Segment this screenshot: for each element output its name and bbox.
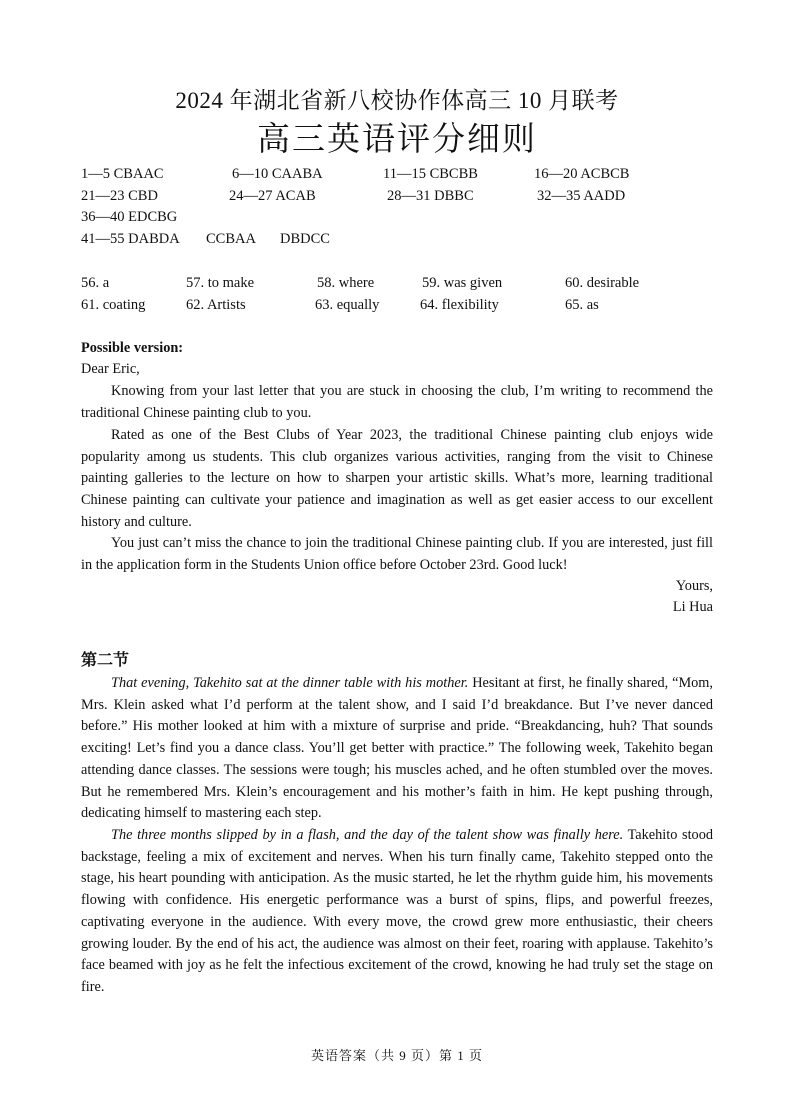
answer-group: 11—15 CBCBB [383,166,478,182]
answer-group: 16—20 ACBCB [534,166,630,182]
story-body: Hesitant at first, he finally shared, “Mom, Mrs. Klein asked what I’d perform at the talent show, and I said I’d breakdance. But I’ve never danced before.” His mother looked at him with a mixture of surprise and pride. “Breakdancing, huh? That sounds exciting! Let’s find you a dance class. You’ll get better with practice.” The following week, Takehito began attending dance classes. The sessions were tough; his muscles ached, and he often stumbled over the moves. But he remembered Mrs. Klein’s encouragement and his mother’s faith in him. He kept pushing through, dedicating himself to mastering each step. [81,675,713,822]
letter-signature: Li Hua [672,599,713,615]
fill-answer: 57. to make [186,275,255,291]
fill-answer: 64. flexibility [420,297,499,313]
letter-salutation: Dear Eric, [81,361,140,377]
answer-group: 32—35 AADD [537,188,626,204]
answer-group: 36—40 EDCBG [81,209,178,225]
answer-group: 24—27 ACAB [229,188,316,204]
fill-answer: 56. a [81,275,110,291]
answer-group: 41—55 DABDA [81,231,180,247]
story-body: Takehito stood backstage, feeling a mix of excitement and nerves. When his turn finally came, Takehito stepped onto the stage, his heart pounding with anticipation. As the music started, he let the rhythm guide him, his movements flowing with confidence. His energetic performance was a burst of spins, flips, and powerful freezes, captivating everyone in the audience. With every move, the crowd grew more enthusiastic, their cheers growing louder. By the end of his act, the audience was almost on their feet, roaring with applause. Takehito’s face beamed with joy as he felt the infectious excitement of the crowd, knowing he had truly set the stage on fire. [81,827,713,995]
answer-group: 28—31 DBBC [387,188,474,204]
answer-group: DBDCC [280,231,330,247]
fill-answer: 59. was given [422,275,503,291]
fill-answer: 62. Artists [186,297,246,313]
fill-answer: 63. equally [315,297,380,313]
story-paragraph [81,825,713,999]
letter-closing: Yours, [675,578,713,594]
page-footer: 英语答案（共 9 页）第 1 页 [310,1048,483,1063]
fill-answer: 58. where [317,275,375,291]
answer-group: 6—10 CAABA [232,166,323,182]
exam-title: 2024 年湖北省新八校协作体高三 10 月联考 [175,88,619,113]
story-paragraph [81,673,713,825]
fill-answer: 61. coating [81,297,146,313]
story-lead-sentence: That evening, Takehito sat at the dinner table with his mother. [111,675,469,691]
section-heading: 第二节 [81,650,130,669]
page-title: 高三英语评分细则 [257,122,537,158]
letter-paragraph: Knowing from your last letter that you are stuck in choosing the club, I’m writing to recommend the traditional Chinese painting club to you. [81,383,713,421]
letter-paragraph: You just can’t miss the chance to join the traditional Chinese painting club. If you are interested, just fill in the application form in the Students Union office before October 23rd. Good luck! [81,535,713,573]
answer-group: CCBAA [206,231,256,247]
fill-answer: 60. desirable [565,275,640,291]
answer-group: 21—23 CBD [81,188,158,204]
fill-answer: 65. as [565,297,599,313]
answer-group: 1—5 CBAAC [81,166,164,182]
letter-heading: Possible version: [81,340,184,356]
letter-paragraph: Rated as one of the Best Clubs of Year 2023, the traditional Chinese painting club enjoys wide popularity among us students. This club organizes various activities, ranging from the visit to Chinese painting galleries to the lecture on how to sharpen your artistic skills. What’s more, learning traditional Chinese painting can cultivate your patience and imagination as well as get easier access to our excellent history and culture. [81,427,713,530]
story-lead-sentence: The three months slipped by in a flash, and the day of the talent show was finally here. [111,827,624,843]
